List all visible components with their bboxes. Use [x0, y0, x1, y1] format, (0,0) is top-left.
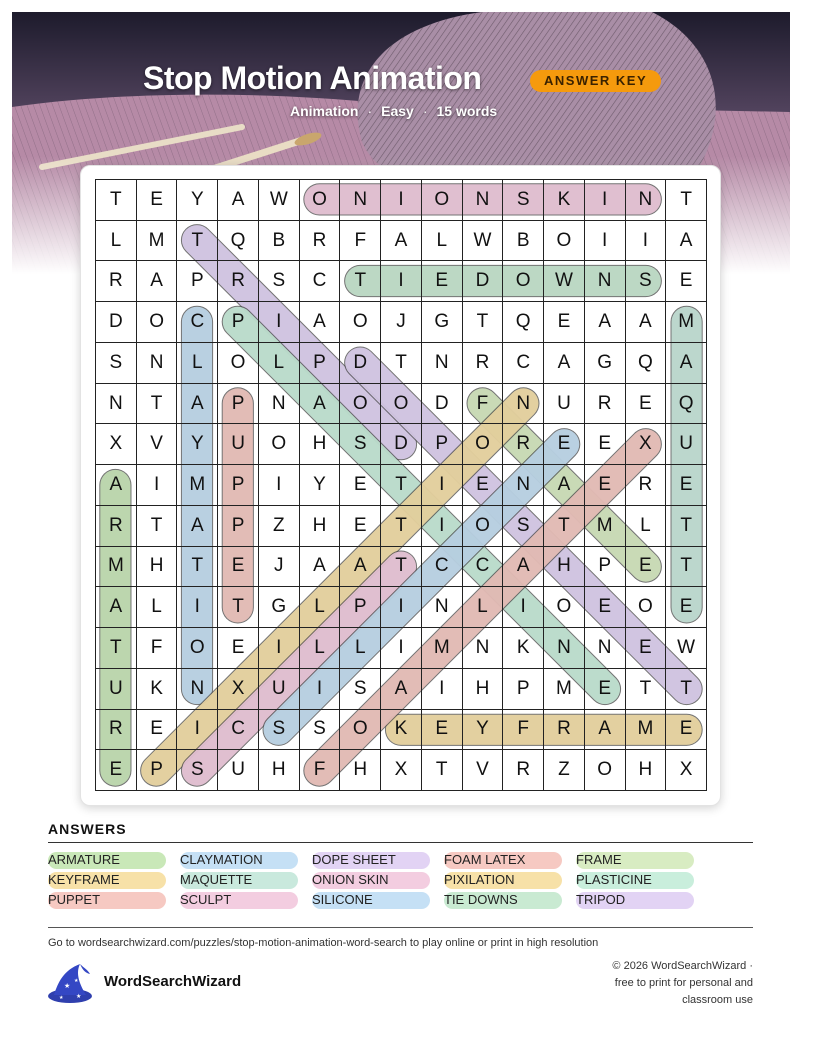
grid-cell: C — [422, 547, 463, 588]
grid-cell: T — [381, 465, 422, 506]
grid-cell: T — [381, 506, 422, 547]
grid-cell: R — [96, 261, 137, 302]
grid-cell: A — [177, 506, 218, 547]
puzzle-meta — [290, 103, 497, 119]
grid-cell: I — [585, 221, 626, 262]
grid-cell: Y — [177, 180, 218, 221]
grid-cell: T — [218, 587, 259, 628]
grid-cell: T — [666, 506, 707, 547]
grid-cell: F — [137, 628, 178, 669]
grid-cell: A — [218, 180, 259, 221]
copyright-notice — [533, 958, 753, 1009]
grid-cell: E — [666, 261, 707, 302]
grid-cell: K — [137, 669, 178, 710]
grid-cell: A — [544, 343, 585, 384]
letter-grid — [95, 179, 707, 791]
grid-cell: A — [96, 587, 137, 628]
grid-cell: T — [96, 628, 137, 669]
grid-cell: P — [137, 750, 178, 791]
grid-cell: P — [585, 547, 626, 588]
grid-cell: D — [422, 384, 463, 425]
grid-cell: W — [463, 221, 504, 262]
grid-cell: T — [381, 343, 422, 384]
grid-cell: P — [422, 424, 463, 465]
brand-name: WordSearchWizard — [104, 973, 242, 990]
grid-cell: S — [503, 180, 544, 221]
grid-cell: A — [503, 547, 544, 588]
grid-cell: L — [259, 343, 300, 384]
grid-cell: W — [666, 628, 707, 669]
grid-cell: U — [218, 750, 259, 791]
difficulty-label: Easy — [381, 103, 414, 119]
grid-cell: C — [177, 302, 218, 343]
grid-cell: P — [300, 343, 341, 384]
grid-cell: O — [381, 384, 422, 425]
grid-cell: U — [259, 669, 300, 710]
grid-cell: I — [381, 261, 422, 302]
grid-cell: Q — [503, 302, 544, 343]
grid-cell: E — [666, 587, 707, 628]
grid-cell: T — [544, 506, 585, 547]
answer-word: SILICONE — [312, 892, 373, 907]
grid-cell: I — [259, 302, 300, 343]
grid-cell: E — [626, 384, 667, 425]
grid-cell: O — [544, 587, 585, 628]
answer-item — [180, 891, 312, 911]
grid-cell: E — [544, 424, 585, 465]
answer-item — [444, 871, 576, 891]
grid-cell: E — [463, 465, 504, 506]
grid-cell: L — [422, 221, 463, 262]
answer-word: PIXILATION — [444, 872, 515, 887]
grid-cell: A — [96, 465, 137, 506]
grid-cell: G — [259, 587, 300, 628]
grid-cell: T — [422, 750, 463, 791]
grid-cell: P — [218, 506, 259, 547]
grid-cell: P — [503, 669, 544, 710]
grid-cell: W — [259, 180, 300, 221]
grid-cell: E — [666, 465, 707, 506]
answer-item — [312, 871, 444, 891]
grid-cell: S — [340, 424, 381, 465]
grid-cell: D — [381, 424, 422, 465]
grid-cell: A — [544, 465, 585, 506]
grid-cell: I — [177, 587, 218, 628]
grid-cell: N — [585, 261, 626, 302]
grid-cell: A — [381, 669, 422, 710]
grid-cell: N — [259, 384, 300, 425]
grid-cell: A — [137, 261, 178, 302]
grid-cell: E — [422, 710, 463, 751]
grid-cell: I — [137, 465, 178, 506]
answer-item — [312, 891, 444, 911]
grid-cell: O — [259, 424, 300, 465]
grid-cell: B — [259, 221, 300, 262]
answer-item — [312, 851, 444, 871]
answer-word: PUPPET — [48, 892, 101, 907]
answer-item — [576, 891, 708, 911]
grid-cell: R — [96, 710, 137, 751]
grid-cell: O — [544, 221, 585, 262]
grid-cell: I — [503, 587, 544, 628]
grid-cell: I — [259, 628, 300, 669]
grid-cell: M — [137, 221, 178, 262]
answer-word: PLASTICINE — [576, 872, 652, 887]
grid-cell: E — [218, 547, 259, 588]
grid-cell: P — [218, 384, 259, 425]
grid-cell: E — [340, 465, 381, 506]
grid-cell: A — [177, 384, 218, 425]
grid-cell: M — [544, 669, 585, 710]
grid-cell: Q — [666, 384, 707, 425]
answer-word: ONION SKIN — [312, 872, 389, 887]
grid-cell: E — [422, 261, 463, 302]
answer-item — [444, 851, 576, 871]
grid-cell: S — [300, 710, 341, 751]
grid-cell: N — [544, 628, 585, 669]
grid-cell: Q — [626, 343, 667, 384]
grid-cell: T — [340, 261, 381, 302]
grid-cell: I — [585, 180, 626, 221]
grid-cell: S — [259, 710, 300, 751]
grid-cell: E — [585, 587, 626, 628]
grid-cell: X — [666, 750, 707, 791]
answer-item — [180, 871, 312, 891]
grid-cell: C — [300, 261, 341, 302]
grid-cell: A — [626, 302, 667, 343]
grid-cell: T — [666, 669, 707, 710]
grid-cell: I — [300, 669, 341, 710]
grid-cell: W — [544, 261, 585, 302]
grid-cell: H — [300, 424, 341, 465]
answer-word: CLAYMATION — [180, 852, 263, 867]
grid-cell: I — [381, 628, 422, 669]
grid-cell: N — [340, 180, 381, 221]
divider — [48, 927, 753, 928]
grid-cell: V — [463, 750, 504, 791]
grid-cell: A — [381, 221, 422, 262]
grid-cell: S — [626, 261, 667, 302]
grid-cell: J — [259, 547, 300, 588]
answer-item — [48, 851, 180, 871]
grid-cell: M — [626, 710, 667, 751]
grid-cell: X — [626, 424, 667, 465]
grid-cell: T — [177, 221, 218, 262]
grid-cell: U — [218, 424, 259, 465]
grid-cell: A — [340, 547, 381, 588]
grid-cell: T — [463, 302, 504, 343]
grid-cell: O — [300, 180, 341, 221]
grid-cell: O — [626, 587, 667, 628]
grid-cell: E — [340, 506, 381, 547]
grid-cell: P — [177, 261, 218, 302]
grid-cell: Q — [218, 221, 259, 262]
grid-cell: H — [463, 669, 504, 710]
grid-cell: K — [544, 180, 585, 221]
word-count-label: 15 words — [436, 103, 498, 119]
grid-cell: M — [585, 506, 626, 547]
grid-cell: O — [463, 506, 504, 547]
grid-cell: L — [137, 587, 178, 628]
grid-cell: H — [259, 750, 300, 791]
copyright-line: classroom use — [682, 994, 753, 1006]
grid-cell: L — [626, 506, 667, 547]
grid-cell: U — [666, 424, 707, 465]
copyright-line: free to print for personal and — [614, 977, 753, 989]
grid-cell: N — [463, 628, 504, 669]
grid-cell: T — [177, 547, 218, 588]
svg-text:★: ★ — [74, 978, 79, 984]
grid-cell: L — [340, 628, 381, 669]
grid-cell: I — [422, 465, 463, 506]
grid-cell: T — [137, 506, 178, 547]
grid-cell: E — [626, 628, 667, 669]
grid-cell: S — [259, 261, 300, 302]
grid-cell: L — [177, 343, 218, 384]
grid-cell: B — [503, 221, 544, 262]
divider — [48, 842, 753, 843]
grid-cell: F — [503, 710, 544, 751]
wizard-hat-icon — [46, 962, 94, 1006]
grid-cell: Z — [259, 506, 300, 547]
grid-cell: R — [463, 343, 504, 384]
grid-cell: O — [340, 384, 381, 425]
grid-cell: N — [503, 384, 544, 425]
grid-cell: S — [177, 750, 218, 791]
grid-cell: I — [177, 710, 218, 751]
grid-cell: E — [585, 669, 626, 710]
grid-cell: I — [422, 669, 463, 710]
grid-cell: G — [585, 343, 626, 384]
grid-cell: I — [422, 506, 463, 547]
grid-cell: M — [422, 628, 463, 669]
grid-cell: X — [381, 750, 422, 791]
grid-cell: A — [300, 547, 341, 588]
grid-cell: L — [300, 587, 341, 628]
grid-cell: R — [218, 261, 259, 302]
grid-cell: C — [218, 710, 259, 751]
grid-cell: L — [300, 628, 341, 669]
answer-word: TRIPOD — [576, 892, 626, 907]
grid-cell: L — [463, 587, 504, 628]
grid-cell: J — [381, 302, 422, 343]
grid-cell: I — [259, 465, 300, 506]
grid-cell: F — [463, 384, 504, 425]
answer-item — [48, 871, 180, 891]
grid-cell: E — [137, 180, 178, 221]
grid-cell: E — [137, 710, 178, 751]
grid-cell: R — [300, 221, 341, 262]
grid-cell: N — [422, 343, 463, 384]
grid-cell: D — [96, 302, 137, 343]
grid-cell: G — [422, 302, 463, 343]
grid-cell: T — [666, 180, 707, 221]
grid-cell: O — [340, 710, 381, 751]
grid-cell: E — [626, 547, 667, 588]
answer-word: FRAME — [576, 852, 622, 867]
grid-cell: N — [463, 180, 504, 221]
grid-cell: Y — [300, 465, 341, 506]
answer-item — [444, 891, 576, 911]
grid-cell: D — [340, 343, 381, 384]
grid-cell: N — [422, 587, 463, 628]
grid-cell: N — [96, 384, 137, 425]
footer-url-text: Go to wordsearchwizard.com/puzzles/stop-motion-animation-word-search to play online or print in high resolution — [48, 937, 599, 949]
grid-cell: C — [463, 547, 504, 588]
grid-cell: H — [544, 547, 585, 588]
grid-cell: X — [218, 669, 259, 710]
answer-item — [576, 851, 708, 871]
answer-word: DOPE SHEET — [312, 852, 396, 867]
grid-cell: O — [177, 628, 218, 669]
grid-cell: A — [666, 343, 707, 384]
grid-cell: P — [218, 465, 259, 506]
grid-cell: E — [544, 302, 585, 343]
grid-cell: D — [463, 261, 504, 302]
grid-cell: O — [218, 343, 259, 384]
meta-separator: · — [422, 103, 428, 119]
grid-cell: F — [340, 221, 381, 262]
grid-cell: M — [666, 302, 707, 343]
grid-cell: T — [381, 547, 422, 588]
grid-cell: O — [503, 261, 544, 302]
grid-cell: I — [381, 180, 422, 221]
answer-key-badge: ANSWER KEY — [530, 70, 661, 92]
grid-cell: U — [96, 669, 137, 710]
grid-cell: Z — [544, 750, 585, 791]
grid-cell: R — [503, 750, 544, 791]
page-title: Stop Motion Animation — [143, 60, 482, 96]
grid-cell: R — [503, 424, 544, 465]
answer-word: TIE DOWNS — [444, 892, 518, 907]
grid-cell: O — [585, 750, 626, 791]
grid-cell: S — [503, 506, 544, 547]
grid-cell: A — [585, 710, 626, 751]
grid-cell: L — [96, 221, 137, 262]
answers-heading: ANSWERS — [48, 821, 127, 837]
grid-cell: A — [300, 302, 341, 343]
answer-word: SCULPT — [180, 892, 232, 907]
grid-cell: O — [340, 302, 381, 343]
svg-text:★: ★ — [76, 993, 82, 1000]
grid-cell: R — [626, 465, 667, 506]
grid-cell: H — [626, 750, 667, 791]
copyright-line: © 2026 WordSearchWizard · — [612, 960, 753, 972]
grid-cell: U — [544, 384, 585, 425]
grid-cell: H — [340, 750, 381, 791]
svg-text:★: ★ — [64, 982, 71, 990]
grid-cell: Y — [463, 710, 504, 751]
grid-cell: E — [96, 750, 137, 791]
answer-word: FOAM LATEX — [444, 852, 526, 867]
grid-cell: X — [96, 424, 137, 465]
grid-cell: R — [96, 506, 137, 547]
grid-cell: T — [137, 384, 178, 425]
grid-cell: N — [626, 180, 667, 221]
grid-cell: E — [585, 424, 626, 465]
answers-list — [48, 851, 753, 911]
grid-cell: K — [381, 710, 422, 751]
grid-cell: I — [626, 221, 667, 262]
answer-word: ARMATURE — [48, 852, 120, 867]
grid-cell: P — [218, 302, 259, 343]
grid-cell: R — [585, 384, 626, 425]
meta-separator: · — [367, 103, 373, 119]
grid-cell: H — [137, 547, 178, 588]
grid-cell: Y — [177, 424, 218, 465]
grid-cell: T — [626, 669, 667, 710]
category-label: Animation — [290, 103, 359, 119]
grid-cell: E — [666, 710, 707, 751]
grid-cell: H — [300, 506, 341, 547]
grid-cell: O — [422, 180, 463, 221]
grid-cell: A — [666, 221, 707, 262]
grid-cell: V — [137, 424, 178, 465]
grid-cell: S — [340, 669, 381, 710]
grid-cell: P — [340, 587, 381, 628]
grid-cell: F — [300, 750, 341, 791]
grid-cell: O — [463, 424, 504, 465]
answer-word: MAQUETTE — [180, 872, 253, 887]
grid-cell: O — [137, 302, 178, 343]
answer-item — [576, 871, 708, 891]
grid-cell: I — [381, 587, 422, 628]
word-search-grid — [95, 179, 707, 791]
grid-cell: N — [137, 343, 178, 384]
answer-item — [180, 851, 312, 871]
answer-item — [48, 891, 180, 911]
grid-cell: M — [177, 465, 218, 506]
grid-cell: A — [300, 384, 341, 425]
grid-cell: E — [585, 465, 626, 506]
grid-cell: N — [177, 669, 218, 710]
grid-cell: T — [666, 547, 707, 588]
grid-cell: S — [96, 343, 137, 384]
grid-cell: C — [503, 343, 544, 384]
grid-cell: N — [585, 628, 626, 669]
grid-cell: M — [96, 547, 137, 588]
grid-cell: N — [503, 465, 544, 506]
svg-text:★: ★ — [59, 995, 64, 1001]
answer-word: KEYFRAME — [48, 872, 120, 887]
grid-cell: R — [544, 710, 585, 751]
grid-cell: A — [585, 302, 626, 343]
grid-cell: T — [96, 180, 137, 221]
grid-cell: E — [218, 628, 259, 669]
grid-cell: K — [503, 628, 544, 669]
